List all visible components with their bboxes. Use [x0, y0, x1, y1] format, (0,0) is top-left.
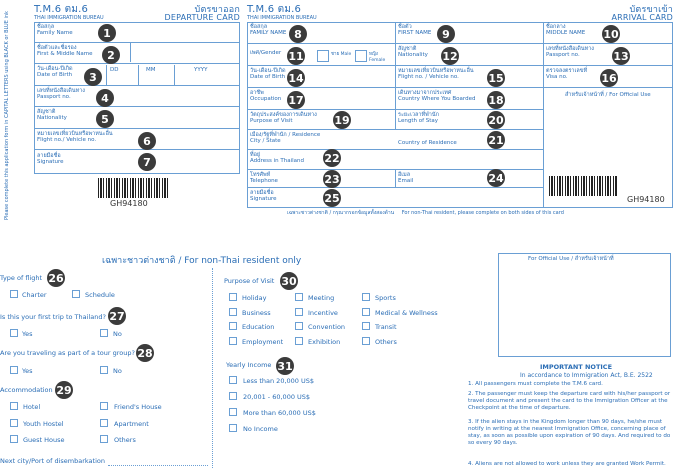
- type-of-flight-label: Type of flight: [0, 274, 43, 282]
- departure-field-flight[interactable]: หมายเลขเที่ยวบินหรือพาหนะอื่น Flight no./ Vehicle no.: [37, 131, 113, 143]
- hotel-label: Hotel: [23, 403, 41, 411]
- arrival-field-gender: เพศ/Gender: [250, 50, 282, 56]
- official-use-box: [498, 253, 671, 357]
- arrival-field-signature[interactable]: ลายมือชื่อ Signature: [250, 190, 277, 202]
- marker-31: 31: [276, 357, 294, 375]
- departure-card-en: DEPARTURE CARD: [164, 13, 240, 22]
- arrival-field-dob[interactable]: วัน-เดือน-ปีเกิด Date of Birth: [250, 68, 286, 80]
- next-city-label[interactable]: Next city/Port of disembarkation: [0, 457, 105, 465]
- marker-30: 30: [280, 272, 298, 290]
- arrival-field-occupation[interactable]: อาชีพ Occupation: [250, 90, 282, 102]
- gender-male-label: ชาย Male: [331, 52, 352, 57]
- others-purpose-label: Others: [375, 338, 397, 346]
- first-trip-yes-checkbox[interactable]: [10, 329, 18, 337]
- first-trip-no-label: No: [113, 330, 122, 338]
- gender-male-checkbox[interactable]: [317, 50, 329, 62]
- education-label: Education: [242, 323, 275, 331]
- back-divider: [212, 268, 213, 468]
- marker-25: 25: [323, 189, 341, 207]
- arrival-field-country-residence[interactable]: Country of Residence: [398, 140, 457, 146]
- marker-14: 14: [287, 69, 305, 87]
- next-city-line: [108, 465, 208, 466]
- gender-female-checkbox[interactable]: [355, 50, 367, 62]
- marker-13: 13: [612, 47, 630, 65]
- income-20k-60k-checkbox[interactable]: [229, 392, 237, 400]
- schedule-label: Schedule: [85, 291, 115, 299]
- employment-checkbox[interactable]: [229, 337, 237, 345]
- notice-subtitle: In accordance to Immigration Act, B.E. 2522: [520, 372, 653, 379]
- gender-female-label: หญิง Female: [369, 52, 386, 63]
- convention-checkbox[interactable]: [295, 322, 303, 330]
- arrival-field-family-name[interactable]: ชื่อสกุล FAMILY NAME: [250, 24, 287, 36]
- first-trip-label: Is this your first trip to Thailand?: [0, 313, 106, 321]
- youth-hostel-label: Youth Hostel: [23, 420, 64, 428]
- marker-29: 29: [55, 381, 73, 399]
- notice-item-2: 2. The passenger must keep the departure card with his/her passport or travel document and present the card to the Immigration Officer at the Checkpoint at the time of departure.: [468, 391, 671, 411]
- arrival-field-address[interactable]: ที่อยู่ Address in Thailand: [250, 152, 305, 164]
- departure-field-first-name[interactable]: ชื่อตัวและชื่อรอง First & Middle Name: [37, 45, 93, 57]
- marker-17: 17: [287, 91, 305, 109]
- others-accommodation-checkbox[interactable]: [100, 435, 108, 443]
- departure-card: [34, 2, 240, 222]
- youth-hostel-checkbox[interactable]: [10, 419, 18, 427]
- apartment-checkbox[interactable]: [100, 419, 108, 427]
- side-instruction: Please complete this application form in CAPITAL LETTERS using BLACK or BLUE ink: [4, 11, 10, 220]
- incentive-label: Incentive: [308, 309, 338, 317]
- marker-4: 4: [96, 89, 114, 107]
- departure-field-family-name[interactable]: ชื่อสกุล Family Name: [37, 24, 73, 36]
- departure-field-signature[interactable]: ลายมือชื่อ Signature: [37, 153, 64, 165]
- sports-checkbox[interactable]: [362, 293, 370, 301]
- convention-label: Convention: [308, 323, 346, 331]
- arrival-field-length-of-stay[interactable]: ระยะเวลาที่พำนัก Length of Stay: [398, 112, 439, 124]
- marker-27: 27: [108, 307, 126, 325]
- arrival-bureau: THAI IMMIGRATION BUREAU: [247, 15, 317, 21]
- departure-barcode: [98, 178, 168, 198]
- transit-checkbox[interactable]: [362, 322, 370, 330]
- income-over-60k-checkbox[interactable]: [229, 408, 237, 416]
- tour-group-no-checkbox[interactable]: [100, 366, 108, 374]
- meeting-label: Meeting: [308, 294, 335, 302]
- marker-12: 12: [441, 47, 459, 65]
- departure-barcode-number: GH94180: [110, 199, 148, 208]
- marker-6: 6: [138, 132, 156, 150]
- back-heading: เฉพาะชาวต่างชาติ / For non-Thai resident only: [102, 256, 302, 266]
- friends-house-label: Friend's House: [114, 403, 162, 411]
- tour-group-no-label: No: [113, 367, 122, 375]
- marker-5: 5: [96, 110, 114, 128]
- notice-title: IMPORTANT NOTICE: [540, 363, 613, 371]
- guest-house-label: Guest House: [23, 436, 65, 444]
- charter-checkbox[interactable]: [10, 290, 18, 298]
- arrival-card: [247, 2, 673, 222]
- marker-8: 8: [289, 25, 307, 43]
- marker-9: 9: [437, 25, 455, 43]
- dob-yyyy: YYYY: [194, 67, 208, 73]
- income-under-20k-label: Less than 20,000 US$: [243, 377, 315, 385]
- notice-item-3: 3. If the alien stays in the Kingdom longer than 90 days, he/she must notify in writing at the nearest Immigration Office, concerning place of stay, as soon as possible upon expiration of 90 days. And required to do so every 90 days.: [468, 419, 671, 446]
- tour-group-yes-checkbox[interactable]: [10, 366, 18, 374]
- arrival-field-passport[interactable]: เลขที่หนังสือเดินทาง Passport no.: [546, 46, 594, 58]
- marker-10: 10: [602, 25, 620, 43]
- arrival-barcode: [549, 176, 617, 196]
- apartment-label: Apartment: [114, 420, 149, 428]
- business-label: Business: [242, 309, 271, 317]
- marker-20: 20: [487, 111, 505, 129]
- marker-21: 21: [487, 131, 505, 149]
- purpose-label: Purpose of Visit: [224, 277, 275, 285]
- others-purpose-checkbox[interactable]: [362, 337, 370, 345]
- income-under-20k-checkbox[interactable]: [229, 376, 237, 384]
- departure-card-th: บัตรขาออก: [194, 5, 240, 15]
- friends-house-checkbox[interactable]: [100, 402, 108, 410]
- arrival-field-country-boarded[interactable]: เดินทางมาจากประเทศ Country Where You Boarded: [398, 90, 476, 102]
- marker-11: 11: [287, 47, 305, 65]
- incentive-checkbox[interactable]: [295, 308, 303, 316]
- departure-bureau: THAI IMMIGRATION BUREAU: [34, 15, 104, 21]
- transit-label: Transit: [375, 323, 397, 331]
- arrival-field-visa[interactable]: ตรวจลงตราเลขที่ Visa no.: [546, 68, 588, 80]
- income-label: Yearly Income: [226, 361, 272, 369]
- schedule-checkbox[interactable]: [72, 290, 80, 298]
- official-use-label: For Official Use / สำหรับเจ้าหน้าที่: [528, 256, 614, 262]
- hotel-checkbox[interactable]: [10, 402, 18, 410]
- arrival-card-en: ARRIVAL CARD: [611, 13, 673, 22]
- tour-group-yes-label: Yes: [22, 367, 33, 375]
- others-accommodation-label: Others: [114, 436, 136, 444]
- accommodation-label: Accommodation: [0, 386, 53, 394]
- arrival-field-purpose[interactable]: วัตถุประสงค์ของการเดินทาง Purpose of Visit: [250, 112, 317, 124]
- arrival-official-use: สำหรับเจ้าหน้าที่ / For Official Use: [565, 92, 651, 98]
- arrival-field-first-name[interactable]: ชื่อตัว FIRST NAME: [398, 24, 432, 36]
- marker-16: 16: [600, 69, 618, 87]
- first-trip-no-checkbox[interactable]: [100, 329, 108, 337]
- exhibition-label: Exhibition: [308, 338, 341, 346]
- marker-23: 23: [323, 170, 341, 188]
- income-20k-60k-label: 20,001 - 60,000 US$: [243, 393, 311, 401]
- medical-label: Medical & Wellness: [375, 309, 438, 317]
- arrival-footnote: เฉพาะชาวต่างชาติ / กรุณากรอกข้อมูลทั้งสองด้าน For non-Thai resident, please complete on both sides of this card: [287, 210, 564, 216]
- marker-24: 24: [487, 169, 505, 187]
- no-income-checkbox[interactable]: [229, 424, 237, 432]
- arrival-field-flight[interactable]: หมายเลขเที่ยวบินหรือพาหนะอื่น Flight no. / Vehicle no.: [398, 68, 474, 80]
- departure-field-passport[interactable]: เลขที่หนังสือเดินทาง Passport no.: [37, 88, 85, 100]
- marker-2: 2: [102, 46, 120, 64]
- holiday-checkbox[interactable]: [229, 293, 237, 301]
- education-checkbox[interactable]: [229, 322, 237, 330]
- tour-group-label: Are you traveling as part of a tour group?: [0, 349, 135, 357]
- marker-28: 28: [136, 344, 154, 362]
- notice-item-1: 1. All passengers must complete the T.M.6 card.: [468, 381, 603, 387]
- marker-3: 3: [84, 68, 102, 86]
- marker-22: 22: [323, 149, 341, 167]
- arrival-field-city-state[interactable]: เมือง/รัฐที่พำนัก / Residence City / State: [250, 132, 321, 144]
- sports-label: Sports: [375, 294, 396, 302]
- arrival-title: T.M.6 ตม.6: [247, 4, 302, 15]
- arrival-field-nationality[interactable]: สัญชาติ Nationality: [398, 46, 428, 58]
- marker-19: 19: [333, 111, 351, 129]
- departure-field-nationality[interactable]: สัญชาติ Nationality: [37, 109, 67, 121]
- notice-item-4: 4. Aliens are not allowed to work unless they are granted Work Permit.: [468, 461, 666, 467]
- charter-label: Charter: [22, 291, 47, 299]
- employment-label: Employment: [242, 338, 284, 346]
- marker-18: 18: [487, 91, 505, 109]
- arrival-card-th: บัตรขาเข้า: [629, 5, 673, 15]
- marker-1: 1: [98, 24, 116, 42]
- marker-15: 15: [487, 69, 505, 87]
- medical-checkbox[interactable]: [362, 308, 370, 316]
- business-checkbox[interactable]: [229, 308, 237, 316]
- income-over-60k-label: More than 60,000 US$: [243, 409, 316, 417]
- departure-title: T.M.6 ตม.6: [34, 4, 89, 15]
- dob-mm: MM: [146, 67, 156, 73]
- marker-26: 26: [47, 269, 65, 287]
- meeting-checkbox[interactable]: [295, 293, 303, 301]
- exhibition-checkbox[interactable]: [295, 337, 303, 345]
- arrival-barcode-number: GH94180: [627, 195, 665, 204]
- first-trip-yes-label: Yes: [22, 330, 33, 338]
- marker-7: 7: [138, 153, 156, 171]
- holiday-label: Holiday: [242, 294, 267, 302]
- arrival-field-middle-name[interactable]: ชื่อกลาง MIDDLE NAME: [546, 24, 586, 36]
- no-income-label: No Income: [243, 425, 278, 433]
- arrival-field-email[interactable]: อีเมล Email: [398, 172, 414, 184]
- arrival-field-telephone[interactable]: โทรศัพท์ Telephone: [250, 172, 278, 184]
- departure-field-dob[interactable]: วัน-เดือน-ปีเกิด Date of Birth: [37, 66, 73, 78]
- guest-house-checkbox[interactable]: [10, 435, 18, 443]
- dob-dd: DD: [110, 67, 119, 73]
